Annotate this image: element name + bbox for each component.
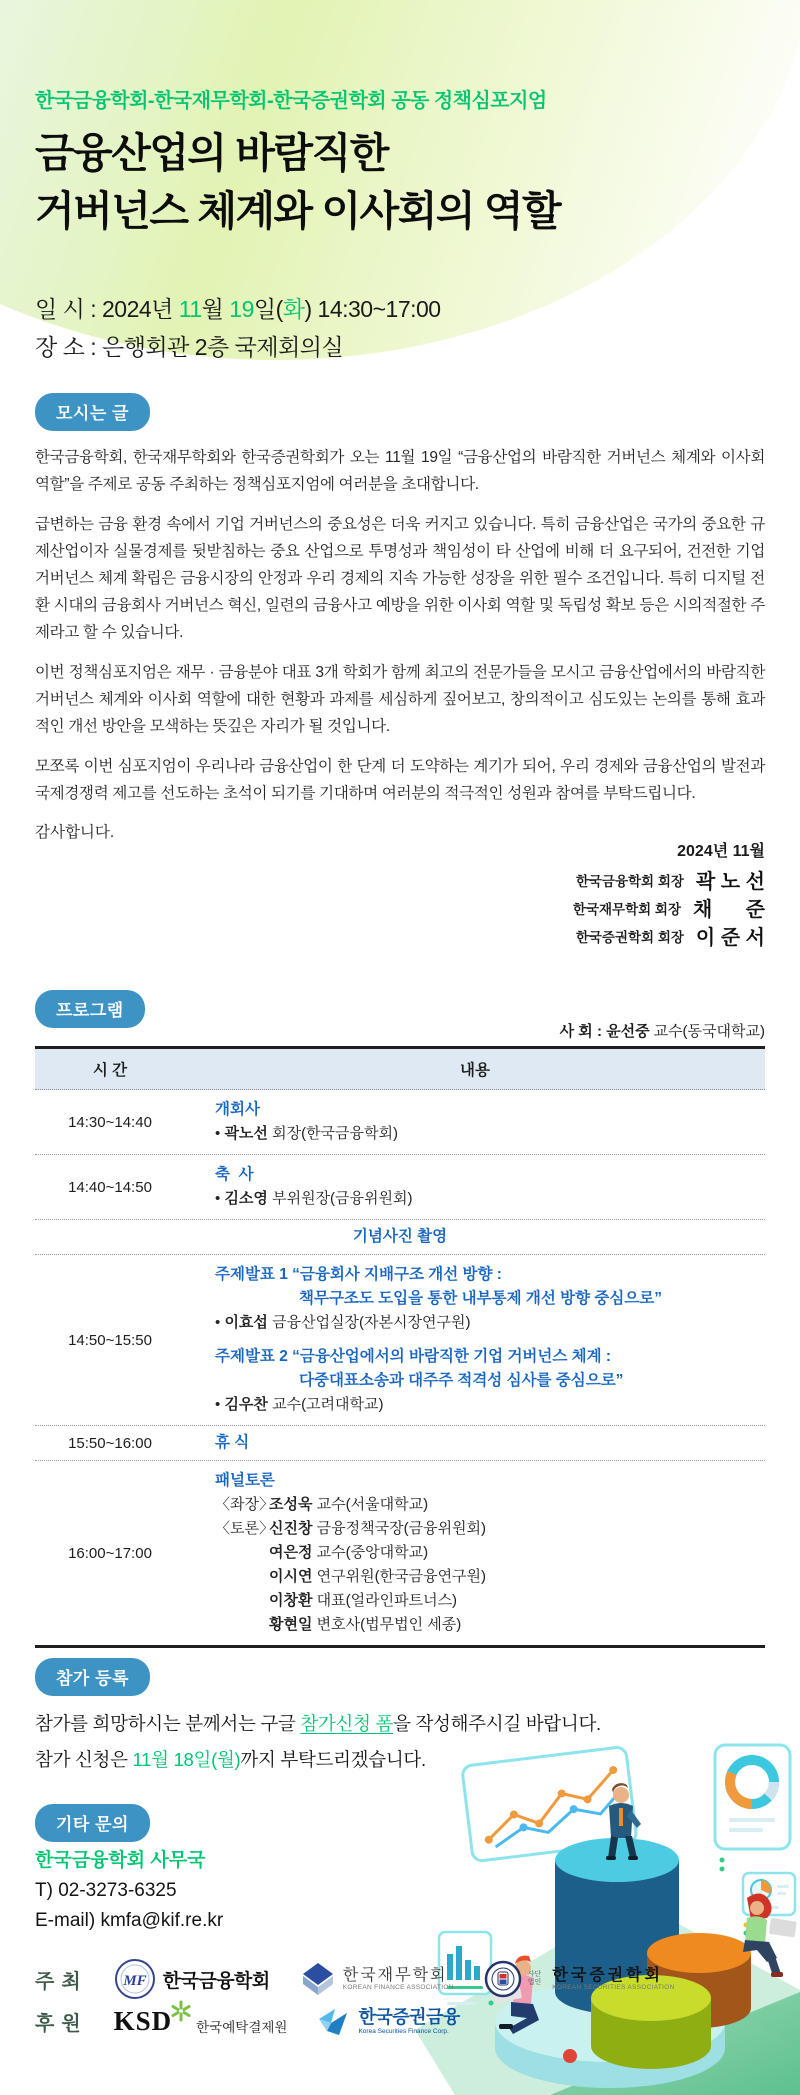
title-line1: 금융산업의 바람직한 xyxy=(35,130,388,176)
registration-line1 xyxy=(35,1706,601,1742)
photo-session-label: 기념사진 촬영 xyxy=(352,1228,448,1245)
moderator-title: 교수(동국대학교) xyxy=(653,1023,765,1040)
table-row xyxy=(35,1155,765,1220)
ksd-logo-name: 한국예탁결제원 xyxy=(196,2020,288,2035)
contact-badge xyxy=(35,1804,150,1842)
ksfc-logo-name: 한국증권금융 xyxy=(358,2007,460,2028)
table-row xyxy=(35,1461,765,1645)
finance-illustration xyxy=(395,1740,800,2095)
date-month: 11 xyxy=(178,296,202,322)
page-title xyxy=(35,124,560,240)
ksa-pre1: 사단 xyxy=(527,1971,542,1978)
ksa-logo-icon xyxy=(484,1960,522,1998)
row-time: 14:30~14:40 xyxy=(68,1113,152,1131)
moderator-line xyxy=(560,1020,765,1041)
ksa-logo-prefix xyxy=(528,1971,542,1987)
registration-deadline: 11월 18일(월) xyxy=(132,1749,241,1770)
panel-desc: 교수(서울대학교) xyxy=(316,1496,429,1513)
program-badge-label: 프로그램 xyxy=(35,990,145,1028)
signature-org: 한국금융학회 회장 xyxy=(575,874,684,889)
ksa-logo-text xyxy=(552,1967,674,1992)
invitation-body xyxy=(35,444,765,842)
panel-desc: 변호사(법무법인 세종) xyxy=(316,1616,462,1633)
date-sep2: 일( xyxy=(253,296,283,322)
bullet-icon: • xyxy=(215,1314,221,1331)
speaker-name: 김우찬 xyxy=(224,1396,268,1413)
speaker-desc: 부위원장(금융위원회) xyxy=(272,1190,413,1207)
kfa-logo-name: 한국재무학회 xyxy=(342,1966,448,1984)
speaker-desc: 교수(고려대학교) xyxy=(272,1396,384,1413)
panel-name: 조성욱 xyxy=(269,1496,313,1513)
ksfc-logo-icon xyxy=(317,2007,351,2037)
panel-desc: 교수(중앙대학교) xyxy=(316,1544,429,1561)
event-date xyxy=(35,291,441,324)
table-row xyxy=(35,1426,765,1461)
invitation-paragraph: 한국금융학회, 한국재무학회와 한국증권학회가 오는 11월 19일 “금융산업의 바람직한 거버넌스 체계와 이사회 역할”을 주제로 공동 주최하는 정책심포지엄에 여러분을 초대합니다. xyxy=(35,449,765,493)
row-content xyxy=(185,1255,765,1425)
kmfa-logo-name: 한국금융학회 xyxy=(162,1970,270,1992)
signature-line xyxy=(573,868,765,896)
panel-member xyxy=(215,1613,757,1637)
date-pre: 일 시 : 2024년 xyxy=(35,296,179,322)
ksa-logo-name: 한국증권학회 xyxy=(552,1966,664,1984)
row-content xyxy=(185,1426,765,1460)
speaker-desc: 회장(한국금융학회) xyxy=(272,1125,399,1142)
signature-block xyxy=(573,868,765,952)
invitation-paragraph: 이번 정책심포지엄은 재무 · 금융분야 대표 3개 학회가 함께 최고의 전문가들을 모시고 금융산업에서의 바람직한 거버넌스 체계와 이사회 역할에 대한 현황과 과제를 세심하게 짚어보고, 창의적이고 심도있는 논의를 통해 효과적인 개선 방안을 모색하는 뜻깊은 자리가 될 것입니다. xyxy=(35,664,765,735)
logo-ksd xyxy=(114,2006,288,2037)
panel-name: 황현일 xyxy=(269,1616,313,1633)
invitation-badge-label: 모시는 글 xyxy=(35,393,150,431)
signature-line xyxy=(573,924,765,952)
invitation-thanks: 감사합니다. xyxy=(35,824,115,841)
contact-block xyxy=(35,1846,223,1936)
speaker-name: 이효섭 xyxy=(224,1314,268,1331)
title-line2: 거버넌스 체계와 이사회의 역할 xyxy=(35,188,561,234)
ksd-logo-mark: KSD xyxy=(113,2006,173,2036)
row-content xyxy=(185,1090,765,1154)
panel-name: 여은정 xyxy=(269,1544,313,1561)
signature-name: 곽 노 선 xyxy=(695,871,765,893)
signature-name: 이 준 서 xyxy=(695,927,765,949)
contact-badge-label: 기타 문의 xyxy=(35,1804,150,1842)
sponsor-label: 후원 xyxy=(35,2013,88,2035)
ksa-logo-sub: KOREAN SECURITIES ASSOCIATION xyxy=(552,1984,675,1992)
row-time: 14:50~15:50 xyxy=(68,1331,152,1349)
reg-line1-pre: 참가를 희망하시는 분께서는 구글 xyxy=(35,1713,301,1734)
logo-ksfc xyxy=(317,2007,459,2037)
break-label: 휴 식 xyxy=(215,1434,250,1451)
row-time: 15:50~16:00 xyxy=(68,1434,152,1452)
event-venue: 장 소 : 은행회관 2층 국제회의실 xyxy=(35,334,344,360)
panel-member xyxy=(215,1493,757,1517)
logo-kmfa xyxy=(114,1958,270,2000)
registration-badge-label: 참가 등록 xyxy=(35,1658,150,1696)
row-content xyxy=(185,1461,765,1645)
column-header-time: 시 간 xyxy=(92,1062,128,1079)
registration-form-link[interactable]: 참가신청 폼 xyxy=(300,1713,394,1734)
kmfa-logo-icon xyxy=(114,1958,156,2000)
panel-name: 신진창 xyxy=(269,1520,313,1537)
moderator-name: 사 회 : 윤선중 xyxy=(559,1023,650,1040)
panel-role: 〈토론〉 xyxy=(215,1520,274,1537)
panel-desc: 연구위원(한국금융연구원) xyxy=(316,1568,487,1585)
registration-badge xyxy=(35,1658,150,1696)
row-time: 16:00~17:00 xyxy=(68,1544,152,1562)
bullet-icon: • xyxy=(215,1396,221,1413)
ksfc-logo-text xyxy=(358,2008,459,2035)
bullet-icon: • xyxy=(215,1190,221,1207)
reg-line2-post: 까지 부탁드리겠습니다. xyxy=(240,1749,426,1770)
panel-title: 패널토론 xyxy=(215,1472,275,1489)
invitation-paragraph: 급변하는 금융 환경 속에서 기업 거버넌스의 중요성은 더욱 커지고 있습니다. 특히 금융산업은 국가의 중요한 규제산업이자 실물경제를 뒷받침하는 중요 산업으로 투명성과 책임성이 타 산업에 비해 더 요구되어, 건전한 기업 거버넌스 체계 확립은 금융시장의 안정과 우리 경제의 지속 가능한 성장을 위한 필수 조건입니다. 특히 디지털 전환 시대의 금융회사 거버넌스 혁신, 일련의 금융사고 예방을 위한 이사회 역할 및 독립성 확보 등은 시의적절한 주제라고 할 수 있습니다. xyxy=(35,516,765,641)
kfa-logo-text xyxy=(343,1967,454,1992)
item-speaker xyxy=(215,1187,757,1211)
logo-kfa xyxy=(300,1962,454,1996)
item-speaker xyxy=(215,1393,757,1417)
date-post: ) 14:30~17:00 xyxy=(304,296,441,322)
sponsor-row xyxy=(35,2006,460,2037)
date-sep1: 월 xyxy=(201,296,230,322)
column-header-content: 내용 xyxy=(460,1062,490,1079)
date-day: 19 xyxy=(229,296,254,322)
panel-name: 이창환 xyxy=(269,1592,313,1609)
ksd-asterisk-icon xyxy=(170,2000,192,2022)
reg-line1-post: 을 작성해주시길 바랍니다. xyxy=(393,1713,601,1734)
ksa-pre2: 법인 xyxy=(527,1979,542,1986)
signature-org: 한국증권학회 회장 xyxy=(575,930,684,945)
presentation2-title-line1: 주제발표 2 “금융산업에서의 바람직한 기업 거버넌스 체계 : xyxy=(215,1348,612,1365)
program-table xyxy=(35,1046,765,1648)
kfa-logo-sub: KOREAN FINANCE ASSOCIATION xyxy=(342,1984,454,1992)
ksfc-logo-sub: Korea Securities Finance Corp. xyxy=(358,2027,449,2035)
table-row xyxy=(35,1255,765,1426)
item-title: 축 사 xyxy=(215,1166,254,1183)
kfa-logo-icon xyxy=(300,1962,336,1996)
signature-line xyxy=(573,896,765,924)
panel-role: 〈좌장〉 xyxy=(215,1496,274,1513)
presentation1-title-line1: 주제발표 1 “금융회사 지배구조 개선 방향 : xyxy=(215,1266,502,1283)
panel-desc: 금융정책국장(금융위원회) xyxy=(316,1520,487,1537)
contact-tel: T) 02-3273-6325 xyxy=(35,1880,177,1901)
invitation-badge xyxy=(35,393,150,431)
logo-ksa xyxy=(484,1960,675,1998)
contact-email: E-mail) kmfa@kif.re.kr xyxy=(35,1910,224,1931)
presentation1-title-line2: 책무구조도 도입을 통한 내부통제 개선 방향 중심으로” xyxy=(299,1290,662,1307)
table-row xyxy=(35,1090,765,1155)
date-weekday: 화 xyxy=(282,296,305,322)
supertitle: 한국금융학회-한국재무학회-한국증권학회 공동 정책심포지엄 xyxy=(35,90,547,112)
svg-text:MF: MF xyxy=(122,1973,147,1989)
reg-line2-pre: 참가 신청은 xyxy=(35,1749,133,1770)
host-row xyxy=(35,1958,675,2000)
panel-name: 이시연 xyxy=(269,1568,313,1585)
program-badge xyxy=(35,990,145,1028)
panel-member xyxy=(215,1541,757,1565)
item-title: 개회사 xyxy=(215,1101,260,1118)
signature-name: 채 준 xyxy=(693,899,765,921)
item-speaker xyxy=(215,1311,757,1335)
invitation-paragraph: 모쪼록 이번 심포지엄이 우리나라 금융산업이 한 단계 더 도약하는 계기가 되어, 우리 경제와 금융산업의 발전과 국제경쟁력 제고를 선도하는 초석이 되기를 기대하며 여러분의 적극적인 성원과 참여를 부탁드립니다. xyxy=(35,758,765,802)
program-table-header xyxy=(35,1049,765,1090)
speaker-desc: 금융산업실장(자본시장연구원) xyxy=(272,1314,471,1331)
item-speaker xyxy=(215,1122,757,1146)
table-row-photo xyxy=(35,1220,765,1255)
presentation2-title-line2: 다중대표소송과 대주주 적격성 심사를 중심으로” xyxy=(299,1372,624,1389)
row-time: 14:40~14:50 xyxy=(68,1178,152,1196)
speaker-name: 곽노선 xyxy=(224,1125,268,1142)
signature-org: 한국재무학회 회장 xyxy=(572,902,682,917)
panel-member xyxy=(215,1589,757,1613)
bullet-icon: • xyxy=(215,1125,221,1142)
speaker-name: 김소영 xyxy=(224,1190,268,1207)
panel-member xyxy=(215,1517,757,1541)
row-content xyxy=(185,1155,765,1219)
donut-chart-panel xyxy=(715,1745,790,1872)
signature-date: 2024년 11월 xyxy=(677,843,765,860)
panel-member xyxy=(215,1565,757,1589)
contact-org: 한국금융학회 사무국 xyxy=(35,1850,206,1871)
panel-desc: 대표(얼라인파트너스) xyxy=(316,1592,458,1609)
host-label: 주최 xyxy=(35,1970,88,1993)
